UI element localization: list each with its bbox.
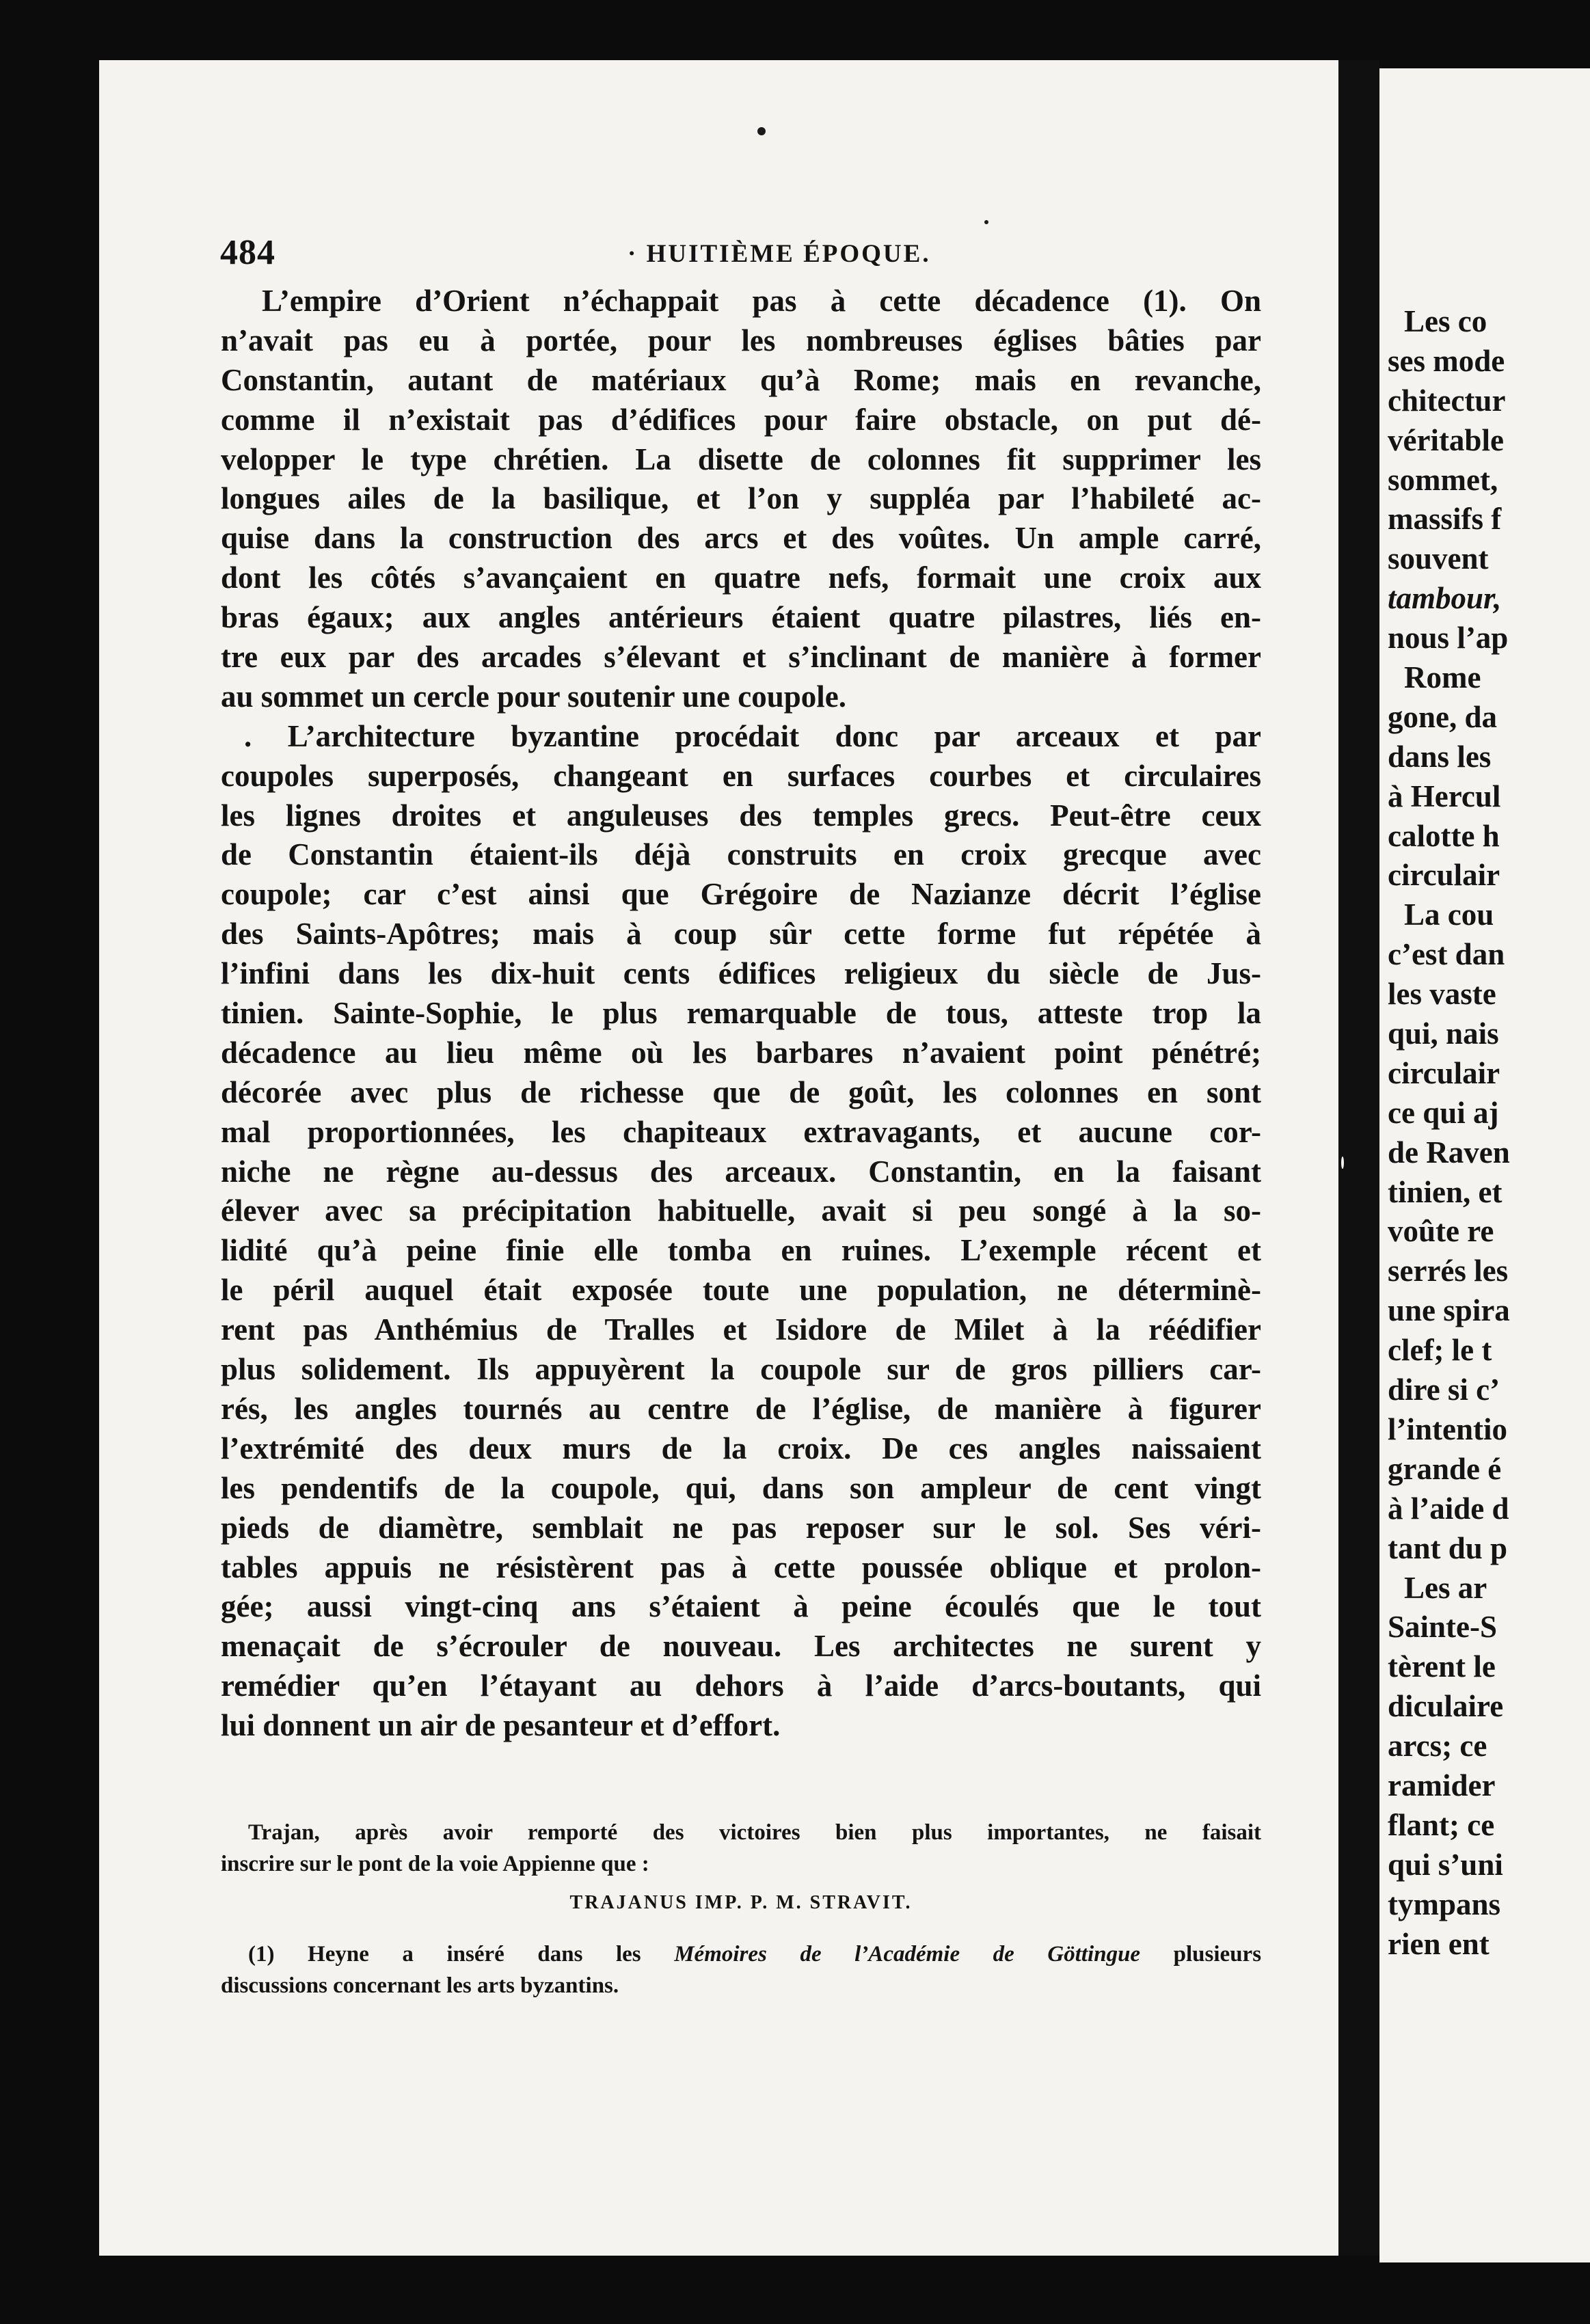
text-line: rés, les angles tournés au centre de l’église, de manière à figurer bbox=[221, 1391, 1261, 1426]
text-line: dont les côtés s’avançaient en quatre nefs, formait une croix aux bbox=[221, 560, 1261, 595]
right-line: de Raven bbox=[1388, 1135, 1510, 1170]
right-line: une spira bbox=[1388, 1293, 1510, 1328]
footnote-line bbox=[221, 1938, 1261, 1970]
text-line: niche ne règne au-dessus des arceaux. Constantin, en la faisant bbox=[221, 1154, 1261, 1189]
right-line: Les ar bbox=[1404, 1570, 1487, 1605]
right-line: qui, nais bbox=[1388, 1016, 1499, 1051]
right-line: grande é bbox=[1388, 1451, 1502, 1486]
right-line: tambour, bbox=[1388, 581, 1502, 616]
right-line: à l’aide d bbox=[1388, 1491, 1509, 1526]
right-line: arcs; ce bbox=[1388, 1729, 1487, 1764]
text-line: décadence au lieu même où les barbares n’avaient point pénétré; bbox=[221, 1035, 1261, 1070]
text-line: les lignes droites et anguleuses des temples grecs. Peut-être ceux bbox=[221, 798, 1261, 833]
text-line: gée; aussi vingt-cinq ans s’étaient à peine écoulés que le tout bbox=[221, 1589, 1261, 1624]
right-line: sommet, bbox=[1388, 462, 1498, 497]
right-line: ce qui aj bbox=[1388, 1095, 1499, 1130]
right-line: dire si c’ bbox=[1388, 1373, 1500, 1407]
text-line: l’infini dans les dix-huit cents édifices religieux du siècle de Jus- bbox=[221, 956, 1261, 991]
text-line: menaçait de s’écrouler de nouveau. Les architectes ne surent y bbox=[221, 1629, 1261, 1664]
right-line: gone, da bbox=[1388, 699, 1498, 734]
text-line: coupoles superposés, changeant en surfaces courbes et circulaires bbox=[221, 758, 1261, 793]
right-line: ses mode bbox=[1388, 343, 1505, 378]
text-line: au sommet un cercle pour soutenir une coupole. bbox=[221, 679, 847, 714]
text-line: élever avec sa précipitation habituelle, avait si peu songé à la so- bbox=[221, 1193, 1261, 1228]
footnote-line: discussions concernant les arts byzantins. bbox=[221, 1973, 619, 1998]
text-line: n’avait pas eu à portée, pour les nombreuses églises bâties par bbox=[221, 323, 1261, 357]
text-line: . L’architecture byzantine procédait donc par arceaux et par bbox=[244, 718, 1261, 753]
text-line: lui donnent un air de pesanteur et d’effort. bbox=[221, 1708, 781, 1743]
footnote-marker: (1) Heyne a inséré dans les bbox=[248, 1942, 641, 1967]
text-line: décorée avec plus de richesse que de goût, les colonnes en sont bbox=[221, 1075, 1261, 1109]
right-line: tèrent le bbox=[1388, 1649, 1496, 1684]
right-line: clef; le t bbox=[1388, 1333, 1492, 1368]
right-line: c’est dan bbox=[1388, 937, 1505, 972]
text-line: le péril auquel était exposée toute une population, ne déterminè- bbox=[221, 1273, 1261, 1308]
right-line: souvent bbox=[1388, 541, 1489, 576]
right-line: véritable bbox=[1388, 422, 1504, 457]
text-line: mal proportionnées, les chapiteaux extravagants, et aucune cor- bbox=[221, 1114, 1261, 1149]
right-line: serrés les bbox=[1388, 1254, 1509, 1288]
right-line: chitectur bbox=[1388, 383, 1506, 418]
running-head: · HUITIÈME ÉPOQUE. bbox=[628, 240, 931, 268]
text-line: comme il n’existait pas d’édifices pour faire obstacle, on put dé- bbox=[221, 402, 1261, 437]
ink-speck bbox=[984, 220, 988, 224]
right-line: Les co bbox=[1404, 304, 1487, 338]
text-line: de Constantin étaient-ils déjà construits en croix grecque avec bbox=[221, 837, 1261, 872]
right-line: dans les bbox=[1388, 739, 1492, 774]
text-line: rent pas Anthémius de Tralles et Isidore de Milet à la réédifier bbox=[221, 1312, 1261, 1347]
right-line: nous l’ap bbox=[1388, 621, 1509, 656]
right-line: calotte h bbox=[1388, 818, 1500, 853]
right-line: voûte re bbox=[1388, 1214, 1494, 1249]
right-line: tant du p bbox=[1388, 1530, 1508, 1565]
text-line: lidité qu’à peine finie elle tomba en ruines. L’exemple récent et bbox=[221, 1233, 1261, 1268]
inscription: TRAJANUS IMP. P. M. STRAVIT. bbox=[569, 1892, 913, 1913]
body-text bbox=[221, 282, 1261, 1746]
text-line: des Saints-Apôtres; mais à coup sûr cette forme fut répétée à bbox=[221, 917, 1261, 951]
text-line: velopper le type chrétien. La disette de colonnes fit supprimer les bbox=[221, 442, 1261, 476]
ink-speck bbox=[757, 127, 766, 135]
footnote-rest: plusieurs bbox=[1173, 1942, 1262, 1967]
right-line: circulair bbox=[1388, 858, 1500, 893]
right-line: à Hercul bbox=[1388, 779, 1501, 813]
ink-speck bbox=[1341, 1157, 1344, 1169]
text-line: quise dans la construction des arcs et des voûtes. Un ample carré, bbox=[221, 521, 1261, 556]
gutter-shadow bbox=[1338, 60, 1379, 2256]
text-line: l’extrémité des deux murs de la croix. De ces angles naissaient bbox=[221, 1431, 1261, 1465]
text-line: pieds de diamètre, semblait ne pas reposer sur le sol. Ses véri- bbox=[221, 1510, 1261, 1545]
note-line: Trajan, après avoir remporté des victoires bien plus importantes, ne faisait bbox=[248, 1820, 1261, 1845]
text-line: les pendentifs de la coupole, qui, dans son ampleur de cent vingt bbox=[221, 1470, 1261, 1505]
right-line: Sainte-S bbox=[1388, 1610, 1498, 1645]
text-line: tinien. Sainte-Sophie, le plus remarquable de tous, atteste trop la bbox=[221, 996, 1261, 1031]
right-line: Rome bbox=[1404, 660, 1481, 695]
note-line: inscrire sur le pont de la voie Appienne que : bbox=[221, 1852, 649, 1876]
right-page-text bbox=[1388, 302, 1590, 1964]
right-line: flant; ce bbox=[1388, 1807, 1495, 1842]
text-line: Constantin, autant de matériaux qu’à Rome; mais en revanche, bbox=[221, 362, 1261, 397]
text-line: coupole; car c’est ainsi que Grégoire de Nazianze décrit l’église bbox=[221, 877, 1261, 912]
right-line: rien ent bbox=[1388, 1926, 1490, 1961]
right-line: les vaste bbox=[1388, 977, 1496, 1012]
right-line: circulair bbox=[1388, 1055, 1500, 1090]
right-line: ramider bbox=[1388, 1768, 1496, 1802]
text-line: L’empire d’Orient n’échappait pas à cette décadence (1). On bbox=[262, 284, 1261, 318]
text-line: plus solidement. Ils appuyèrent la coupole sur de gros pilliers car- bbox=[221, 1352, 1261, 1387]
text-line: bras égaux; aux angles antérieurs étaient quatre pilastres, liés en- bbox=[221, 600, 1261, 635]
right-line: massifs f bbox=[1388, 502, 1502, 537]
text-line: remédier qu’en l’étayant au dehors à l’aide d’arcs-boutants, qui bbox=[221, 1668, 1261, 1703]
right-line: La cou bbox=[1404, 897, 1494, 932]
right-line: diculaire bbox=[1388, 1689, 1504, 1724]
text-line: tables appuis ne résistèrent pas à cette poussée oblique et prolon- bbox=[221, 1550, 1261, 1584]
text-line: tre eux par des arcades s’élevant et s’inclinant de manière à former bbox=[221, 640, 1261, 675]
right-line: qui s’uni bbox=[1388, 1847, 1503, 1882]
text-line: longues ailes de la basilique, et l’on y suppléa par l’habileté ac- bbox=[221, 481, 1261, 516]
right-line: tinien, et bbox=[1388, 1174, 1503, 1209]
right-line: tympans bbox=[1388, 1887, 1501, 1921]
right-line: l’intentio bbox=[1388, 1411, 1507, 1446]
page-number: 484 bbox=[220, 233, 275, 272]
footnote bbox=[221, 1938, 1261, 2001]
trajan-note bbox=[221, 1817, 1261, 1917]
footnote-title: Mémoires de l’Académie de Göttingue bbox=[674, 1942, 1141, 1967]
